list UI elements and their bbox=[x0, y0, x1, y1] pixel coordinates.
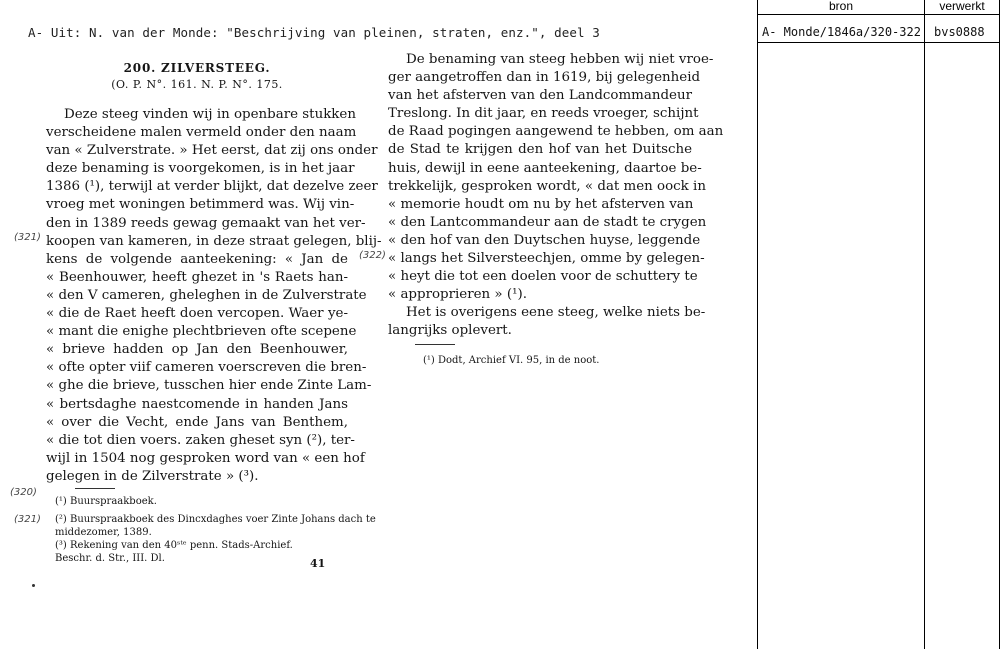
text-line: « brieve hadden op Jan den Beenhouwer, bbox=[46, 342, 348, 358]
text-line: trekkelijk, gesproken wordt, « dat men oock in bbox=[388, 178, 706, 194]
margin-page-mark: (322) bbox=[359, 250, 386, 261]
text-line: « memorie houdt om nu by het afsterven van bbox=[388, 196, 694, 212]
column-header-verwerkt: verwerkt bbox=[939, 0, 985, 13]
table-divider bbox=[924, 0, 925, 649]
footnote: (³) Rekening van den 40ˢᵗᵉ penn. Stads-Archief. Beschr. d. Str., III. Dl. bbox=[55, 540, 293, 564]
text-line: den in 1389 reeds gewag gemaakt van het ver- bbox=[46, 215, 366, 231]
text-line: huis, dewijl in eene aanteekening, daartoe be- bbox=[388, 160, 702, 176]
text-line: De benaming van steeg hebben wij niet vroe- bbox=[406, 52, 714, 67]
table-divider bbox=[757, 42, 1000, 43]
margin-page-mark: (321) bbox=[14, 232, 41, 243]
text-line: « die tot dien voers. zaken gheset syn (²), ter- bbox=[46, 432, 355, 448]
text-line: van het afsterven van den Landcommandeur bbox=[388, 88, 692, 104]
text-line: « den V cameren, gheleghen in de Zulverstrate bbox=[46, 287, 367, 303]
text-line: « die de Raet heeft doen vercopen. Waer ye- bbox=[46, 306, 348, 322]
table-divider bbox=[757, 0, 758, 649]
margin-page-mark: (321) bbox=[14, 514, 41, 525]
text-line: Treslong. In dit jaar, en reeds vroeger, schijnt bbox=[388, 106, 699, 122]
scan-speck bbox=[32, 584, 35, 587]
text-line: « Beenhouwer, heeft ghezet in 's Raets han- bbox=[46, 269, 348, 285]
text-line: « mant die enighe plechtbrieven ofte scepene bbox=[46, 324, 357, 340]
text-line: « ghe die brieve, tusschen hier ende Zinte Lam- bbox=[46, 378, 372, 394]
footnote-rule bbox=[75, 488, 115, 489]
text-line: « over die Vecht, ende Jans van Benthem, bbox=[46, 414, 348, 430]
footnote: (¹) Dodt, Archief VI. 95, in de noot. bbox=[423, 355, 600, 366]
footnote-rule bbox=[415, 344, 455, 345]
page-number: 41 bbox=[310, 557, 326, 570]
bron-value: A- Monde/1846a/320-322 bbox=[762, 25, 921, 39]
footnote: (²) Buurspraakboek des Dincxdaghes voer Zinte Johans dach te middezomer, 1389. bbox=[55, 514, 376, 538]
text-line: verscheidene malen vermeld onder den naam bbox=[46, 125, 357, 141]
column-header-bron: bron bbox=[828, 0, 854, 13]
article-reference: (O. P. N°. 161. N. P. N°. 175. bbox=[111, 78, 283, 91]
text-line: Deze steeg vinden wij in openbare stukken bbox=[64, 107, 356, 122]
right-column bbox=[388, 51, 724, 341]
text-line: vroeg met woningen betimmerd was. Wij vin- bbox=[46, 197, 355, 213]
text-line: « den Lantcommandeur aan de stadt te crygen bbox=[388, 214, 707, 230]
text-line: langrijks oplevert. bbox=[388, 323, 512, 339]
text-line: van « Zulverstrate. » Het eerst, dat zij ons onder bbox=[46, 143, 378, 159]
text-line: « approprieren » (¹). bbox=[388, 287, 527, 303]
margin-page-mark: (320) bbox=[10, 487, 37, 498]
text-line: koopen van kameren, in deze straat gelegen, blij- bbox=[46, 233, 382, 249]
text-line: « bertsdaghe naestcomende in handen Jans bbox=[46, 396, 348, 412]
footnote: (¹) Buurspraakboek. bbox=[55, 496, 157, 507]
source-header: A- Uit: N. van der Monde: "Beschrijving van pleinen, straten, enz.", deel 3 bbox=[28, 25, 600, 40]
text-line: Het is overigens eene steeg, welke niets be- bbox=[406, 305, 706, 321]
text-line: de Stad te krijgen den hof van het Duitsche bbox=[388, 142, 692, 158]
text-line: « heyt die tot een doelen voor de schuttery te bbox=[388, 269, 698, 285]
table-divider bbox=[757, 14, 1000, 15]
text-line: « langs het Silversteechjen, omme by gelegen- bbox=[388, 251, 705, 267]
text-line: ger aangetroffen dan in 1619, bij gelegenheid bbox=[388, 70, 701, 86]
verwerkt-value: bvs0888 bbox=[934, 25, 985, 39]
text-line: gelegen in de Zilverstrate » (³). bbox=[46, 468, 259, 484]
text-line: kens de volgende aanteekening: « Jan de bbox=[46, 251, 348, 267]
text-line: « ofte opter viif cameren voerscreven die bren- bbox=[46, 360, 367, 376]
text-line: 1386 (¹), terwijl at verder blijkt, dat dezelve zeer bbox=[46, 179, 378, 195]
text-line: deze benaming is voorgekomen, is in het jaar bbox=[46, 161, 355, 177]
text-line: wijl in 1504 nog gesproken word van « een hof bbox=[46, 450, 365, 466]
text-line: de Raad pogingen aangewend te hebben, om aan bbox=[388, 124, 724, 140]
text-line: « den hof van den Duytschen huyse, leggende bbox=[388, 232, 701, 248]
article-title: 200. ZILVERSTEEG. bbox=[123, 61, 271, 75]
